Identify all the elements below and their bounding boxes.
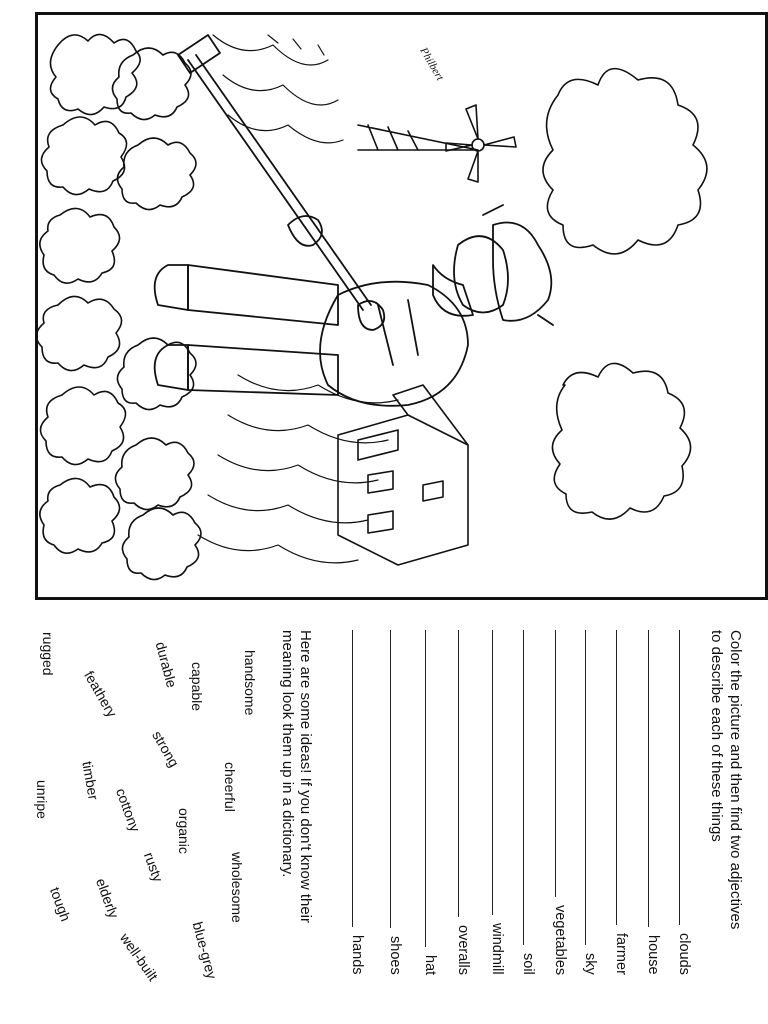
tree-row xyxy=(38,34,201,579)
idea-word-unripe: unripe xyxy=(34,780,50,819)
answer-line-hat[interactable] xyxy=(425,630,426,947)
ideas-header-line-2: meaning look them up in a dictionary. xyxy=(279,630,296,878)
answer-line-sky[interactable] xyxy=(585,630,586,945)
answer-line-hands[interactable] xyxy=(352,630,353,927)
item-label-windmill: windmill xyxy=(489,923,505,975)
house xyxy=(338,385,468,565)
clouds xyxy=(543,69,707,519)
idea-word-rugged: rugged xyxy=(40,632,56,676)
farmer-illustration xyxy=(38,15,765,597)
idea-word-organic: organic xyxy=(176,808,192,854)
idea-word-handsome: handsome xyxy=(242,650,258,716)
idea-word-feathery: feathery xyxy=(81,668,121,720)
instructions-line-2: to describe each of these things xyxy=(708,630,725,842)
instructions-line-1: Color the picture and then find two adjectives xyxy=(727,630,744,930)
answer-line-vegetables[interactable] xyxy=(555,630,556,897)
idea-word-cottony: cottony xyxy=(112,786,144,834)
idea-word-capable: capable xyxy=(189,662,205,712)
item-label-house: house xyxy=(645,935,661,975)
item-label-hat: hat xyxy=(422,955,438,976)
answer-line-clouds[interactable] xyxy=(679,630,680,925)
answer-line-farmer[interactable] xyxy=(616,630,617,925)
idea-word-durable: durable xyxy=(152,640,181,690)
idea-word-tough: tough xyxy=(46,885,74,924)
idea-word-well-built: well-built xyxy=(116,930,162,984)
answer-line-windmill[interactable] xyxy=(492,630,493,915)
coloring-picture xyxy=(35,12,768,600)
artist-signature: Philbert xyxy=(417,45,446,83)
answer-line-soil[interactable] xyxy=(523,630,524,945)
idea-word-timber: timber xyxy=(79,760,102,802)
item-label-clouds: clouds xyxy=(676,933,692,975)
item-label-sky: sky xyxy=(582,953,598,975)
idea-word-wholesome: wholesome xyxy=(229,852,245,923)
item-label-overalls: overalls xyxy=(455,925,471,975)
answer-line-overalls[interactable] xyxy=(458,630,459,917)
item-label-soil: soil xyxy=(520,953,536,975)
ideas-header-line-1: Here are some ideas! If you don't know their xyxy=(297,630,314,924)
item-label-vegetables: vegetables xyxy=(552,905,568,976)
answer-line-house[interactable] xyxy=(648,630,649,927)
idea-word-strong: strong xyxy=(149,728,183,770)
farmer xyxy=(155,35,553,406)
item-label-shoes: shoes xyxy=(387,936,403,975)
idea-word-elderly: elderly xyxy=(92,876,123,921)
windmill xyxy=(358,105,516,182)
idea-word-rusty: rusty xyxy=(140,850,167,884)
item-label-farmer: farmer xyxy=(613,933,629,975)
idea-word-cheerful: cheerful xyxy=(222,762,238,812)
item-label-hands: hands xyxy=(349,935,365,975)
idea-word-blue-grey: blue-grey xyxy=(189,920,221,981)
answer-line-shoes[interactable] xyxy=(390,630,391,928)
